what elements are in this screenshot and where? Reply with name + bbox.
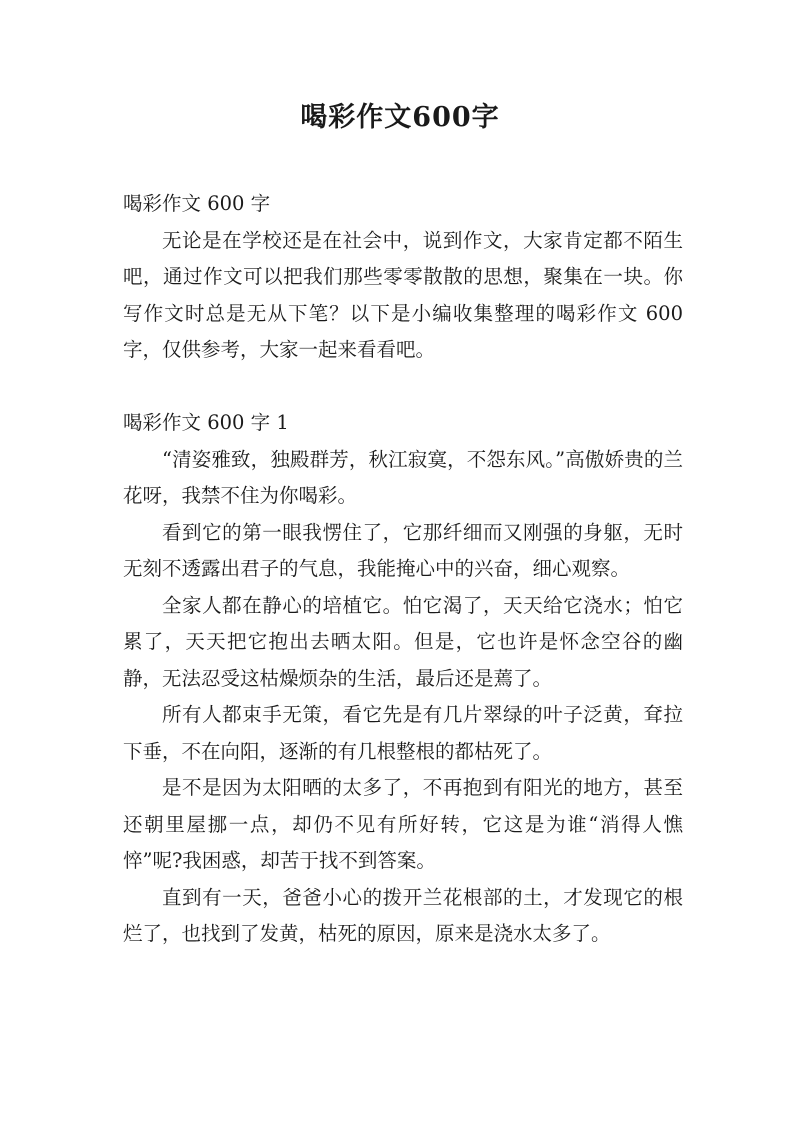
essay-paragraph: 全家人都在静心的培植它。怕它渴了，天天给它浇水；怕它累了，天天把它抱出去晒太阳。但是，它也许是怀念空谷的幽静，无法忍受这枯燥烦杂的生活，最后还是蔫了。 (123, 593, 683, 690)
document-body (123, 186, 683, 953)
essay-paragraph: 是不是因为太阳晒的太多了，不再抱到有阳光的地方，甚至还朝里屋挪一点，却仍不见有所好转，它这是为谁“消得人憔悴”呢?我困惑，却苦于找不到答案。 (123, 776, 683, 872)
document-title: 喝彩作文600字 (300, 102, 500, 133)
essay-paragraph: 看到它的第一眼我愣住了，它那纤细而又刚强的身躯，无时无刻不透露出君子的气息，我能掩心中的兴奋，细心观察。 (123, 520, 683, 580)
essay-heading: 喝彩作文 600 字 1 (123, 411, 289, 434)
essay-paragraph: 直到有一天，爸爸小心的拨开兰花根部的土，才发现它的根烂了，也找到了发黄，枯死的原因，原来是浇水太多了。 (123, 885, 683, 945)
essay-paragraph: 所有人都束手无策，看它先是有几片翠绿的叶子泛黄，耷拉下垂，不在向阳，逐渐的有几根整根的都枯死了。 (123, 703, 683, 763)
intro-heading: 喝彩作文 600 字 (123, 192, 271, 215)
intro-paragraph: 无论是在学校还是在社会中，说到作文，大家肯定都不陌生吧，通过作文可以把我们那些零零散散的思想，聚集在一块。你写作文时总是无从下笔？以下是小编收集整理的喝彩作文 600 字，仅供参考，大家一起来看看吧。 (123, 228, 683, 361)
essay-paragraph: “清姿雅致，独殿群芳，秋江寂寞，不怨东风。”高傲娇贵的兰花呀，我禁不住为你喝彩。 (123, 447, 683, 507)
section-spacer (123, 369, 683, 406)
